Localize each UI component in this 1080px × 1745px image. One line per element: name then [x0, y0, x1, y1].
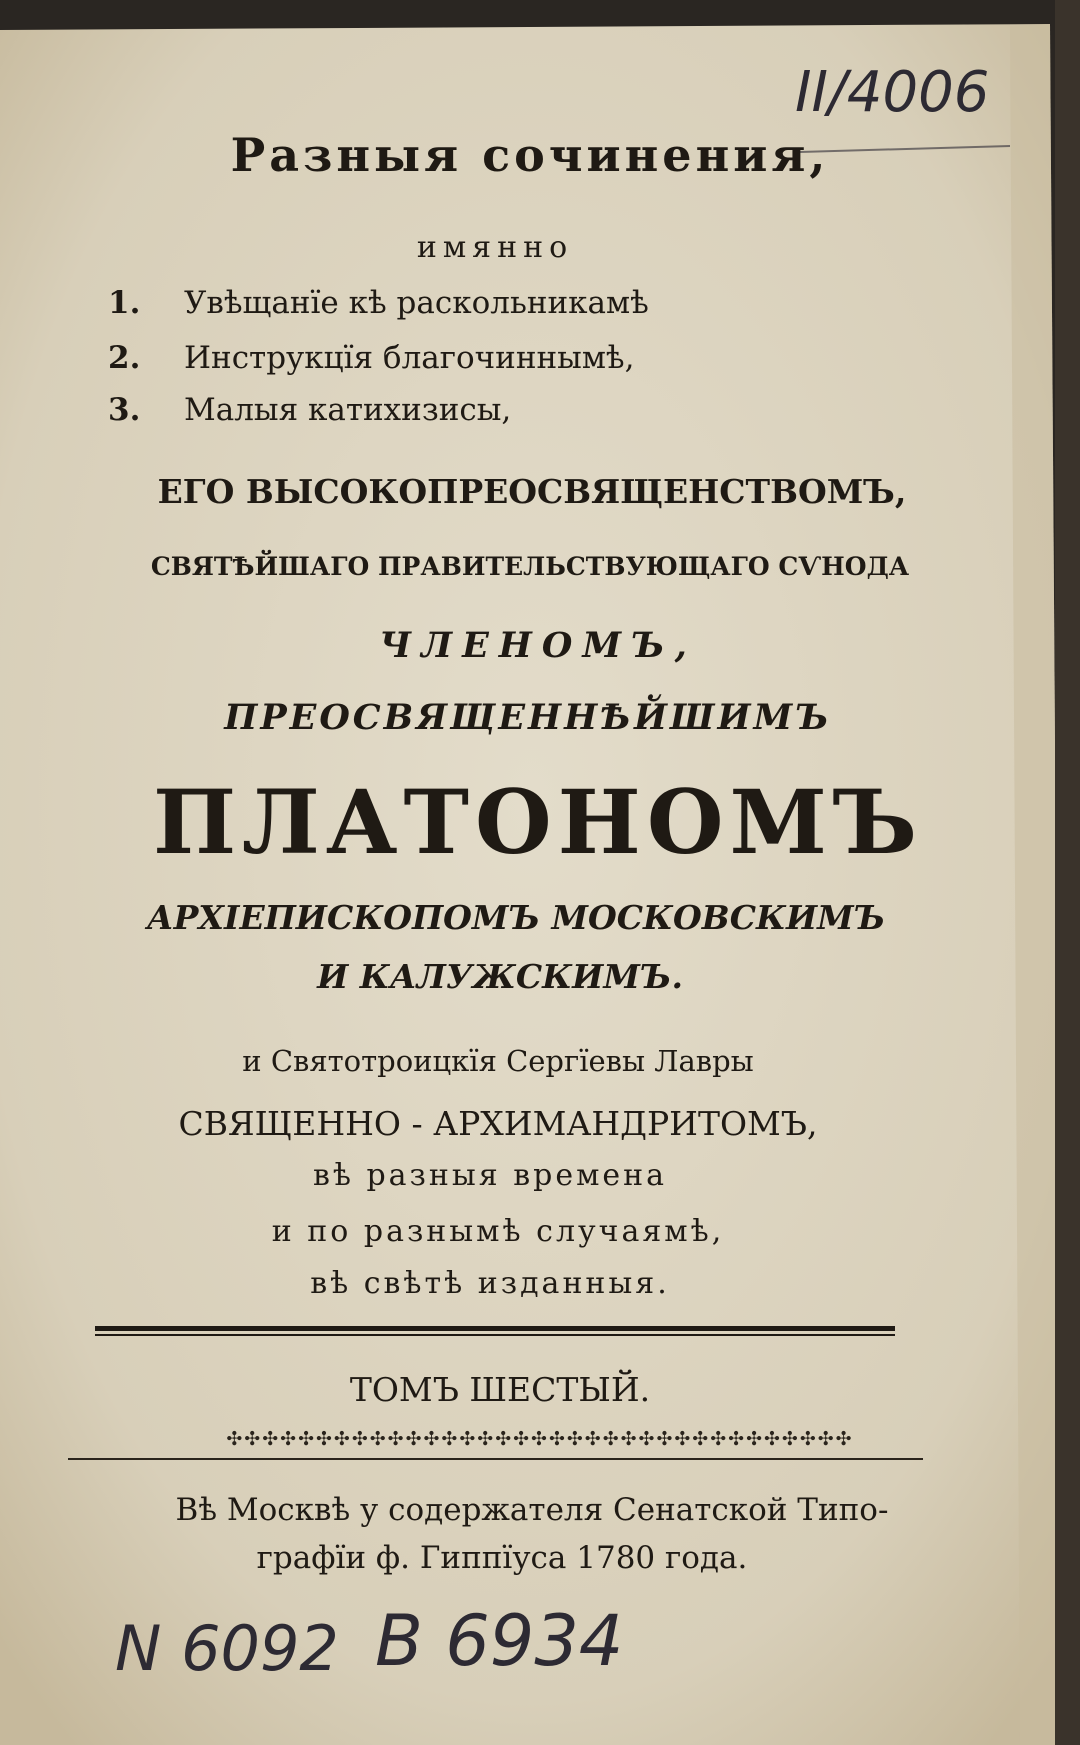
lavra-line-5: вѣ свѣтѣ изданныя.	[310, 1266, 670, 1301]
handwritten-inventory-number-1: N 6092	[115, 1612, 339, 1685]
item-number: 1.	[108, 285, 141, 321]
author-line-3: ЧЛЕНОМЪ,	[379, 625, 697, 666]
handwritten-shelfmark: II/4006	[795, 60, 990, 125]
lavra-line-4: и по разнымѣ случаямѣ,	[271, 1214, 725, 1249]
lavra-line-1: и Святотроицкїя Сергїевы Лавры	[242, 1044, 754, 1078]
author-name: ПЛАТОНОМЪ	[152, 770, 924, 874]
office-line-1: АРХІЕПИСКОПОМЪ МОСКОВСКИМЪ	[146, 898, 886, 937]
lavra-line-2: СВЯЩЕННО - АРХИМАНДРИТОМЪ,	[178, 1104, 818, 1143]
subheading: имянно	[416, 230, 574, 265]
imprint-line-1: Вѣ Москвѣ у содержателя Сенатской Типо-	[175, 1492, 889, 1528]
office-line-2: И КАЛУЖСКИМЪ.	[317, 957, 683, 996]
ornament-border: ✣✣✣✣✣✣✣✣✣✣✣✣✣✣✣✣✣✣✣✣✣✣✣✣✣✣✣✣✣✣✣✣✣✣✣	[226, 1428, 854, 1450]
volume-label: ТОМЪ ШЕСТЫЙ.	[349, 1370, 651, 1409]
item-text: Увѣщанїе кѣ раскольникамѣ	[184, 285, 649, 321]
lavra-line-3: вѣ разныя времена	[312, 1158, 668, 1193]
imprint-line-2: графїи ф. Гиппїуса 1780 года.	[256, 1540, 748, 1576]
item-text: Малыя катихизисы,	[184, 392, 512, 428]
author-line-2: СВЯТѢЙШАГО ПРАВИТЕЛЬСТВУЮЩАГО СѴНОДА	[150, 552, 910, 581]
item-number: 2.	[108, 340, 141, 376]
author-line-4: ПРЕОСВЯЩЕННѢЙШИМЪ	[224, 697, 832, 738]
author-line-1: ЕГО ВЫСОКОПРЕОСВЯЩЕНСТВОМЪ,	[157, 472, 907, 511]
item-number: 3.	[108, 392, 141, 428]
item-text: Инструкцїя благочиннымѣ,	[184, 340, 635, 376]
title-heading: Разныя сочинения,	[230, 128, 830, 182]
handwritten-inventory-number-2: B 6934	[375, 1600, 624, 1682]
